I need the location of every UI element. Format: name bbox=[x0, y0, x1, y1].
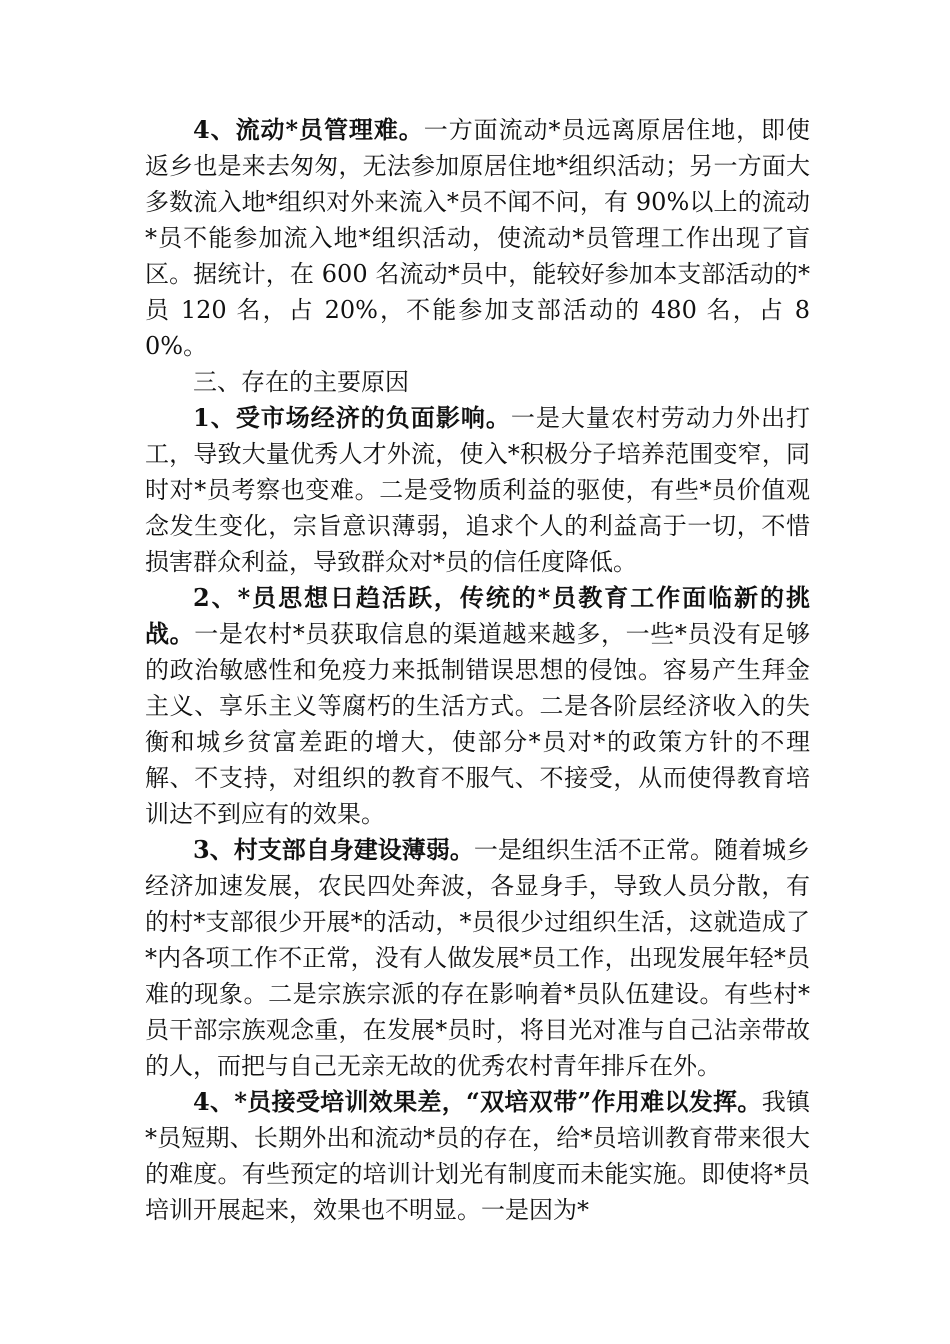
paragraph-text: 一方面流动*员远离原居住地，即使返乡也是来去匆匆，无法参加原居住地*组织活动；另一方面大多数流入地*组织对外来流入*员不闻不问，有 90%以上的流动*员不能参加流入地*组织活动，使流动*员管理工作出现了盲区。据统计，在 600 名流动*员中，能较好参加本支部活动的*员 120 名，占 20%，不能参加支部活动的 480 名，占 80%。 bbox=[145, 116, 810, 360]
paragraph-lead: 1、受市场经济的负面影响。 bbox=[193, 403, 511, 432]
paragraph-text: 我镇*员短期、长期外出和流动*员的存在，给*员培训教育带来很大的难度。有些预定的培训计划光有制度而未能实施。即使将*员培训开展起来，效果也不明显。一是因为* bbox=[145, 1088, 811, 1224]
paragraph-training-effect bbox=[145, 1084, 810, 1228]
paragraph-lead: 4、*员接受培训效果差，“双培双带”作用难以发挥。 bbox=[193, 1087, 762, 1116]
paragraph-text: 一是大量农村劳动力外出打工，导致大量优秀人才外流，使入*积极分子培养范围变窄，同时对*员考察也变难。二是受物质利益的驱使，有些*员价值观念发生变化，宗旨意识薄弱，追求个人的利益高于一切，不惜损害群众利益，导致群众对*员的信任度降低。 bbox=[145, 404, 810, 576]
section-heading: 三、存在的主要原因 bbox=[193, 368, 409, 396]
paragraph-lead: 2、*员思想日趋活跃，传统的*员教育工作面临新的挑战。 bbox=[145, 583, 810, 648]
paragraph-education-challenge bbox=[145, 580, 810, 832]
paragraph-text: 一是农村*员获取信息的渠道越来越多，一些*员没有足够的政治敏感性和免疫力来抵制错误思想的侵蚀。容易产生拜金主义、享乐主义等腐朽的生活方式。二是各阶层经济收入的失衡和城乡贫富差距的增大，使部分*员对*的政策方针的不理解、不支持，对组织的教育不服气、不接受，从而使得教育培训达不到应有的效果。 bbox=[145, 620, 811, 828]
paragraph-market-economy bbox=[145, 400, 810, 580]
document-page bbox=[145, 112, 810, 1228]
paragraph-lead: 4、流动*员管理难。 bbox=[193, 115, 424, 144]
paragraph-floating-member-management bbox=[145, 112, 810, 364]
paragraph-branch-construction bbox=[145, 832, 810, 1084]
paragraph-lead: 3、村支部自身建设薄弱。 bbox=[193, 835, 474, 864]
paragraph-text: 一是组织生活不正常。随着城乡经济加速发展，农民四处奔波，各显身手，导致人员分散，有的村*支部很少开展*的活动，*员很少过组织生活，这就造成了*内各项工作不正常，没有人做发展*员工作，出现发展年轻*员难的现象。二是宗族宗派的存在影响着*员队伍建设。有些村*员干部宗族观念重，在发展*员时，将目光对准与自己沾亲带故的人，而把与自己无亲无故的优秀农村青年排斥在外。 bbox=[145, 836, 810, 1080]
